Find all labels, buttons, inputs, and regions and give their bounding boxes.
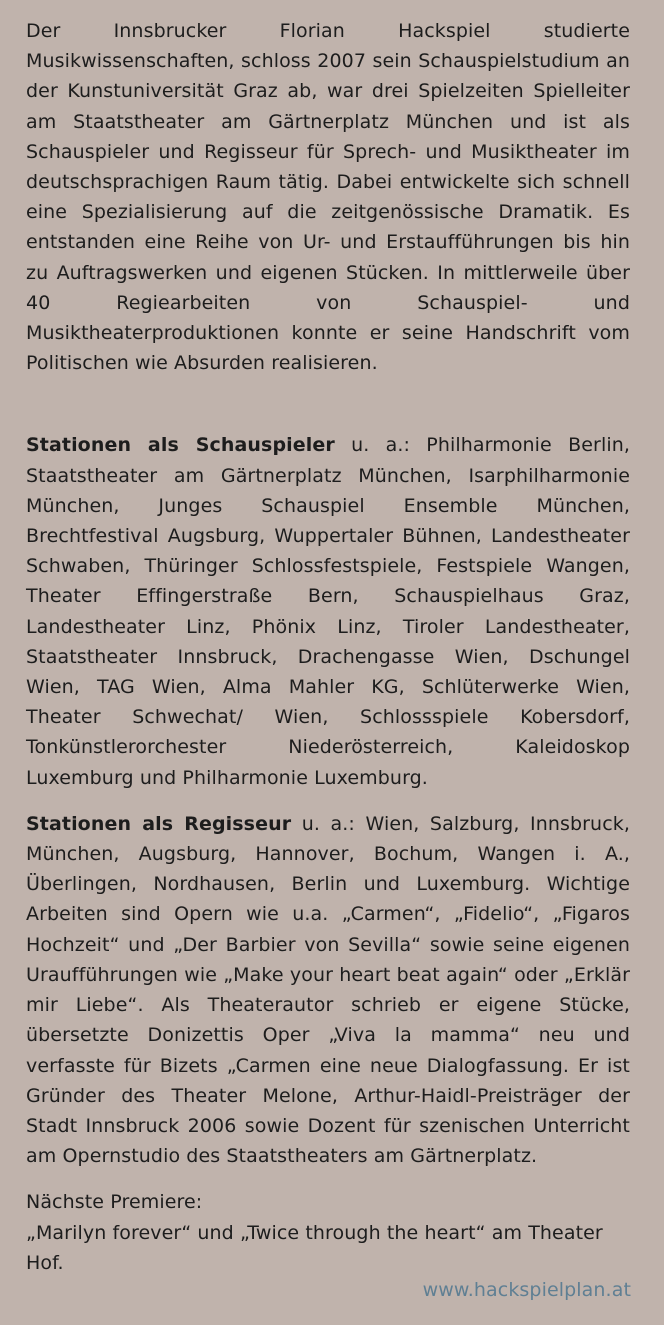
director-stations-text: u. a.: Wien, Salzburg, Innsbruck, München, Augsburg, Hannover, Bochum, Wangen i. A., Überlingen, Nordhausen, Berlin und Luxemburg. Wichtige Arbeiten sind Opern wie u.a. „Carmen“, „Fidelio“, „Figaros Hochzeit“ und „Der Barbier von Sevilla“ sowie seine eigenen Uraufführungen wie „Make your heart beat again“ oder „Erklär mir Liebe“. Als Theaterautor schrieb er eigene Stücke, übersetzte Donizettis Oper „Viva la mamma“ neu und verfasste für Bizets „Carmen eine neue Dialogfassung. Er ist Gründer des Theater Melone, Arthur-Haidl-Preisträger der Stadt Innsbruck 2006 sowie Dozent für szenischen Unterricht am Opernstudio des Staatstheaters am Gärtnerplatz. — [26, 812, 630, 1168]
bio-paragraph: Der Innsbrucker Florian Hackspiel studierte Musikwissenschaften, schloss 2007 sein Schauspielstudium an der Kunstuniversität Graz ab, war drei Spielzeiten Spielleiter am Staatstheater am Gärtnerplatz München und ist als Schauspieler und Regisseur für Sprech- und Musiktheater im deutschsprachigen Raum tätig. Dabei entwickelte sich schnell eine Spezialisierung auf die zeitgenössische Dramatik. Es entstanden eine Reihe von Ur- und Erstaufführungen bis hin zu Auftragswerken und eigenen Stücken. In mittlerweile über 40 Regiearbeiten von Schauspiel- und Musiktheaterproduktionen konnte er seine Handschrift vom Politischen wie Absurden realisieren. — [26, 20, 630, 375]
premiere-text: „Marilyn forever“ und „Twice through the heart“ am Theater Hof. — [26, 1221, 603, 1274]
director-stations-heading: Stationen als Regisseur — [26, 812, 292, 835]
website-link[interactable]: www.hackspielplan.at — [422, 1279, 631, 1301]
actor-stations-paragraph — [26, 430, 630, 792]
premiere-label: Nächste Premiere: — [26, 1191, 203, 1214]
actor-stations-text: u. a.: Philharmonie Berlin, Staatstheater am Gärtnerplatz München, Isarphilharmonie München, Junges Schauspiel Ensemble München, Brechtfestival Augsburg, Wuppertaler Bühnen, Landestheater Schwaben, Thüringer Schlossfestspiele, Festspiele Wangen, Theater Effingerstraße Bern, Schauspielhaus Graz, Landestheater Linz, Phönix Linz, Tiroler Landestheater, Staatstheater Innsbruck, Drachengasse Wien, Dschungel Wien, TAG Wien, Alma Mahler KG, Schlüterwerke Wien, Theater Schwechat/ Wien, Schlossspiele Kobersdorf, Tonkünstlerorchester Niederösterreich, Kaleidoskop Luxemburg und Philharmonie Luxemburg. — [26, 434, 630, 789]
director-stations-paragraph — [26, 809, 630, 1171]
actor-stations-heading: Stationen als Schauspieler — [26, 434, 335, 457]
